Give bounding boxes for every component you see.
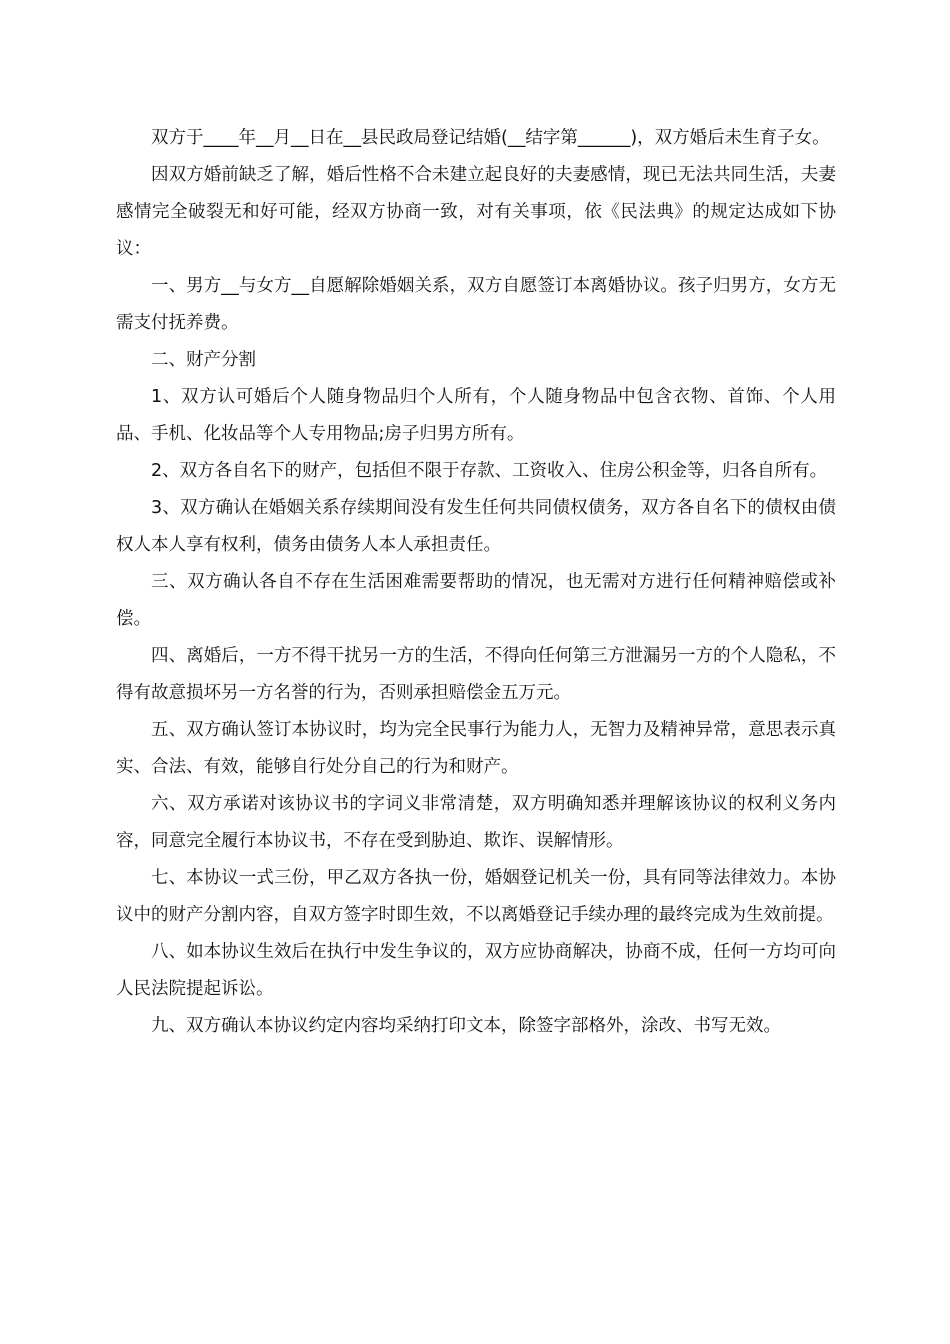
paragraph-clause-9: 九、双方确认本协议约定内容均采纳打印文本，除签字部格外，涂改、书写无效。: [151, 1016, 781, 1036]
paragraph-clause-4: 四、离婚后，一方不得干扰另一方的生活，不得向任何第三方泄漏另一方的个人隐私，不得有故意损坏另一方名誉的行为，否则承担赔偿金五万元。: [116, 646, 836, 703]
paragraph-clause-2-item-1: 1、双方认可婚后个人随身物品归个人所有，个人随身物品中包含衣物、首饰、个人用品、手机、化妆品等个人专用物品;房子归男方所有。: [116, 387, 836, 444]
paragraph-reason: 因双方婚前缺乏了解，婚后性格不合未建立起良好的夫妻感情，现已无法共同生活，夫妻感情完全破裂无和好可能，经双方协商一致，对有关事项，依《民法典》的规定达成如下协议：: [116, 165, 836, 259]
agreement-body: [116, 120, 836, 1045]
paragraph-clause-1: 一、男方__与女方__自愿解除婚姻关系，双方自愿签订本离婚协议。孩子归男方，女方无需支付抚养费。: [116, 276, 836, 333]
paragraph-clause-3: 三、双方确认各自不存在生活困难需要帮助的情况，也无需对方进行任何精神赔偿或补偿。: [116, 572, 836, 629]
paragraph-marriage-registration: 双方于____年__月__日在__县民政局登记结婚(__结字第______)，双方婚后未生育子女。: [151, 128, 830, 148]
paragraph-clause-7: 七、本协议一式三份，甲乙双方各执一份，婚姻登记机关一份，具有同等法律效力。本协议中的财产分割内容，自双方签字时即生效，不以离婚登记手续办理的最终完成为生效前提。: [116, 868, 836, 925]
paragraph-clause-2-heading: 二、财产分割: [151, 350, 256, 370]
paragraph-clause-5: 五、双方确认签订本协议时，均为完全民事行为能力人，无智力及精神异常，意思表示真实、合法、有效，能够自行处分自己的行为和财产。: [116, 720, 836, 777]
paragraph-clause-2-item-2: 2、双方各自名下的财产，包括但不限于存款、工资收入、住房公积金等，归各自所有。: [151, 461, 828, 481]
paragraph-clause-6: 六、双方承诺对该协议书的字词义非常清楚，双方明确知悉并理解该协议的权利义务内容，同意完全履行本协议书，不存在受到胁迫、欺诈、误解情形。: [116, 794, 836, 851]
paragraph-clause-8: 八、如本协议生效后在执行中发生争议的，双方应协商解决，协商不成，任何一方均可向人民法院提起诉讼。: [116, 942, 836, 999]
paragraph-clause-2-item-3: 3、双方确认在婚姻关系存续期间没有发生任何共同债权债务，双方各自名下的债权由债权人本人享有权利，债务由债务人本人承担责任。: [116, 498, 836, 555]
